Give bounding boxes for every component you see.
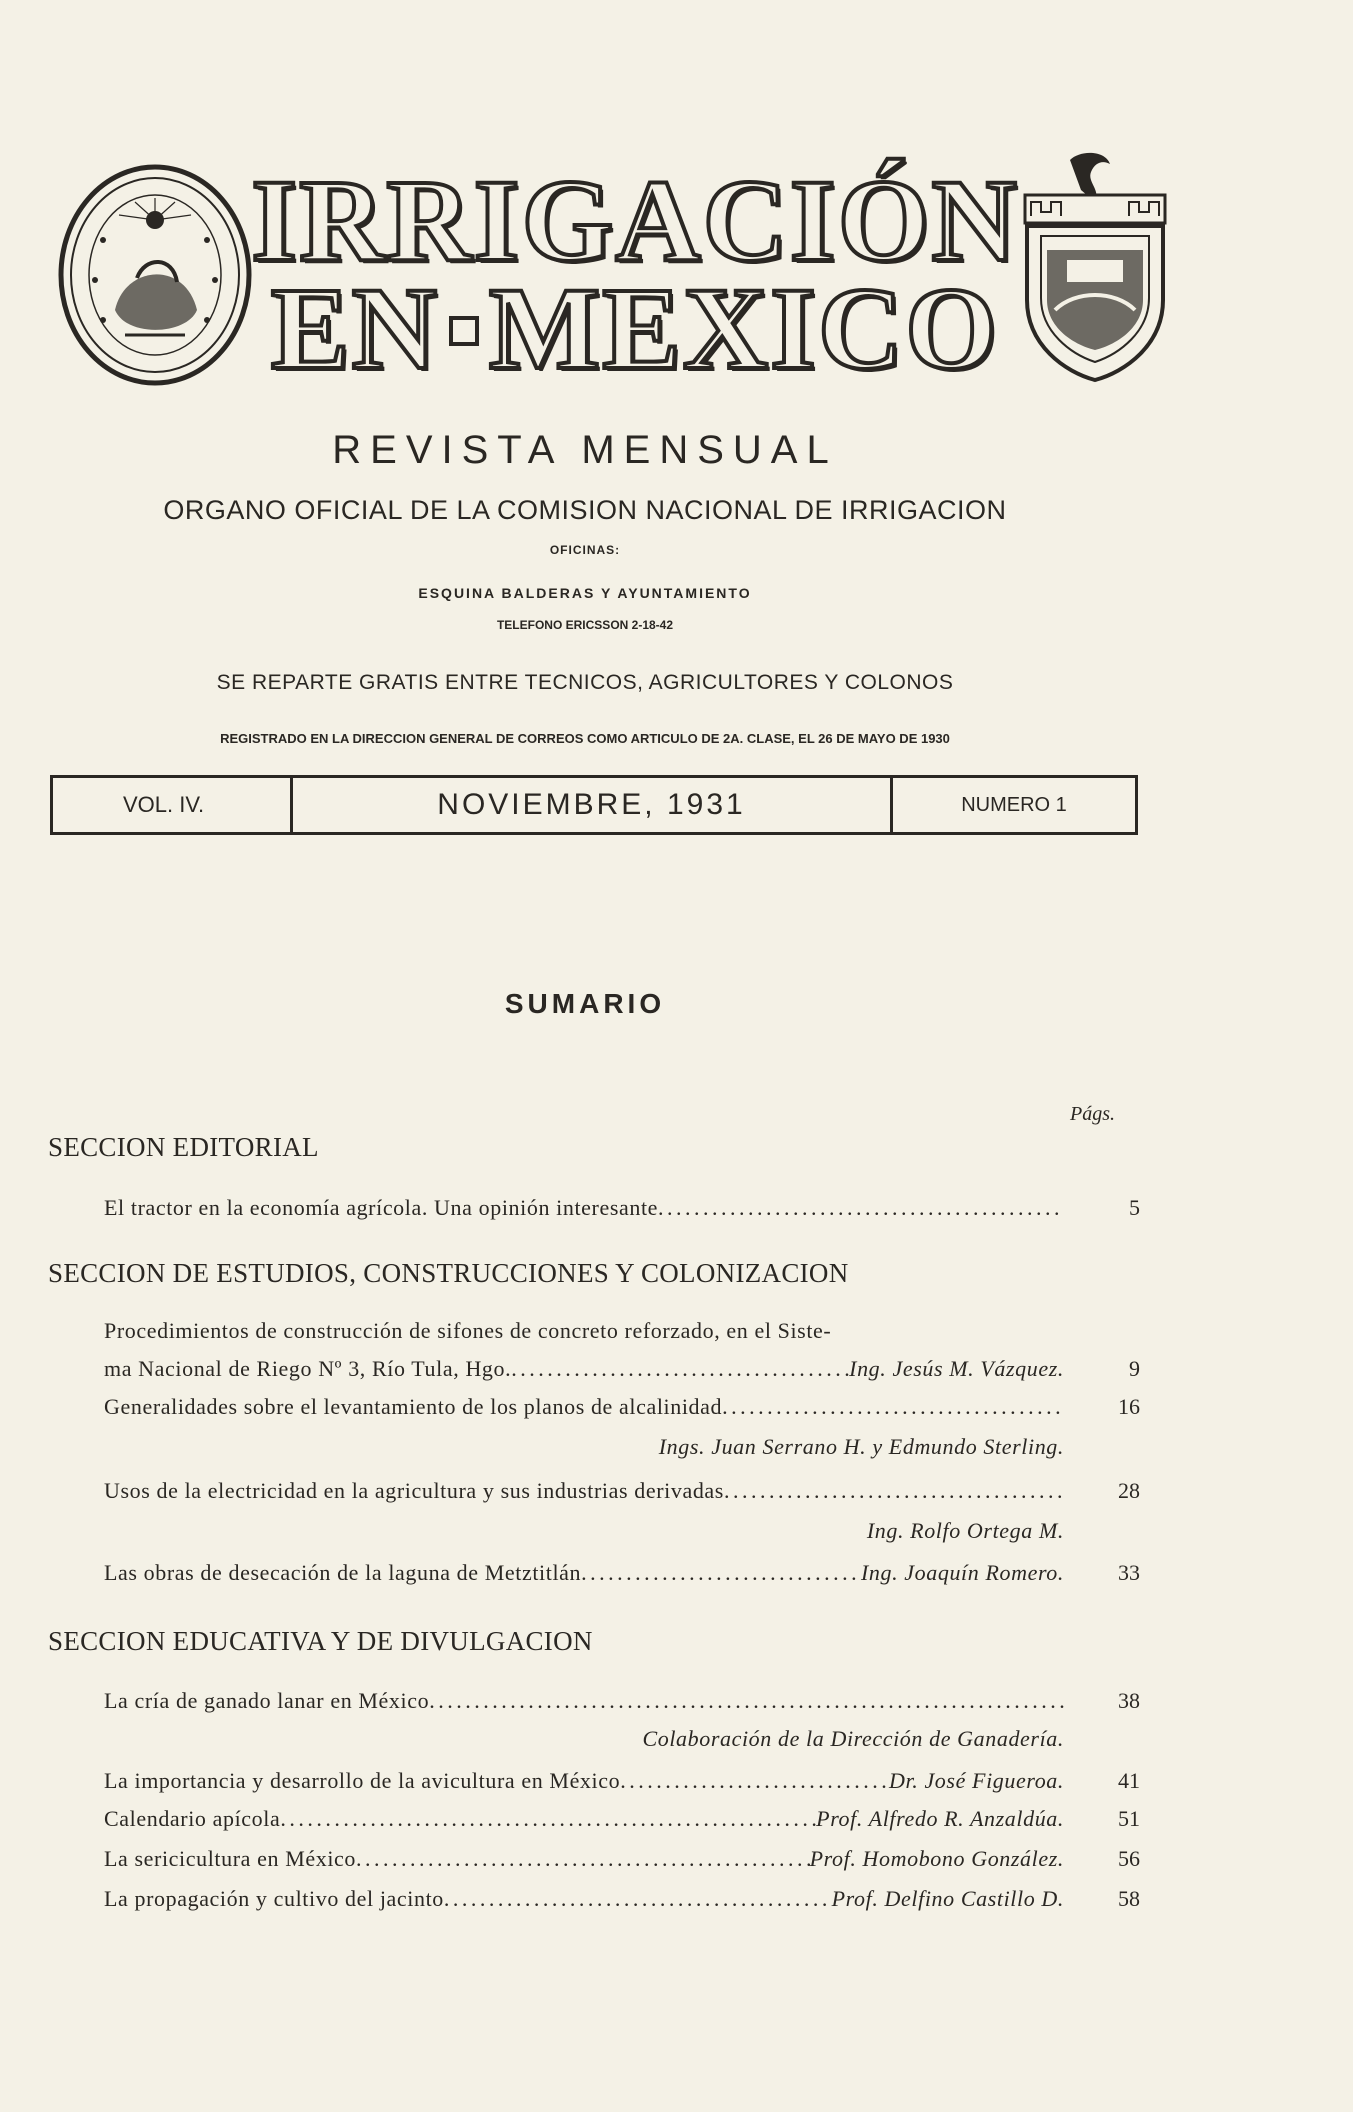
leader-dots [356, 1846, 810, 1872]
toc-entry-author: Ing. Joaquín Romero. [860, 1560, 1064, 1585]
leader-dots [724, 1478, 1064, 1504]
registration-note: REGISTRADO EN LA DIRECCION GENERAL DE CORREOS COMO ARTICULO DE 2A. CLASE, EL 26 DE MAYO DE 1930 [220, 731, 950, 746]
section-title: SECCION EDUCATIVA Y DE DIVULGACION [48, 1626, 593, 1656]
telephone: TELEFONO ERICSSON 2-18-42 [496, 618, 674, 632]
toc-entry-title: ma Nacional de Riego Nº 3, Río Tula, Hgo. [104, 1356, 512, 1381]
toc-entry-title: La importancia y desarrollo de la avicultura en México [104, 1768, 621, 1793]
toc-entry[interactable] [104, 1768, 1064, 1794]
toc-entry[interactable] [104, 1806, 1064, 1832]
toc-entry-title: El tractor en la economía agrícola. Una opinión interesante [104, 1195, 659, 1220]
distribution-note: SE REPARTE GRATIS ENTRE TECNICOS, AGRICULTORES Y COLONOS [216, 671, 954, 694]
toc-page-number: 41 [1118, 1768, 1140, 1793]
toc-entry[interactable] [104, 1356, 1064, 1382]
leader-dots [722, 1394, 1064, 1420]
toc-entry-author: Prof. Homobono González. [809, 1846, 1064, 1871]
section-title: SECCION EDITORIAL [48, 1132, 319, 1162]
toc-entry-title: Generalidades sobre el levantamiento de los planos de alcalinidad [104, 1394, 723, 1419]
national-seal-icon [55, 160, 255, 390]
subtitle-revista: REVISTA MENSUAL [332, 428, 838, 472]
separator-square-icon [449, 316, 479, 346]
leader-dots [658, 1195, 1064, 1221]
issue-bar [50, 775, 1138, 835]
toc-entry[interactable] [104, 1394, 1064, 1420]
toc-entry-author: Prof. Delfino Castillo D. [831, 1886, 1064, 1911]
offices-label: OFICINAS: [549, 543, 621, 557]
toc-entry-author: Dr. José Figueroa. [889, 1768, 1064, 1793]
toc-entry-title: Las obras de desecación de la laguna de Metztitlán [104, 1560, 582, 1585]
masthead-title-mexico: MEXICO [488, 263, 1000, 394]
leader-dots [429, 1688, 1064, 1714]
toc-entry[interactable] [104, 1560, 1064, 1586]
toc-entry-author: Ing. Rolfo Ortega M. [866, 1518, 1064, 1543]
toc-entry-author: Ing. Jesús M. Vázquez. [849, 1356, 1064, 1381]
issue-number: NUMERO 1 [961, 793, 1067, 816]
masthead [55, 150, 1135, 400]
masthead-title [251, 155, 1019, 394]
toc-entry-title: Usos de la electricidad en la agricultura y sus industrias derivadas [104, 1478, 724, 1503]
leader-dots [511, 1356, 849, 1382]
toc-entry-author: Ings. Juan Serrano H. y Edmundo Sterling. [658, 1434, 1064, 1459]
toc-entry[interactable] [104, 1688, 1064, 1714]
toc-page-number: 5 [1129, 1195, 1140, 1220]
toc-entry-title: La propagación y cultivo del jacinto [104, 1886, 444, 1911]
toc-page-number: 51 [1118, 1806, 1140, 1831]
toc-entry-author: Prof. Alfredo R. Anzaldúa. [816, 1806, 1064, 1831]
masthead-title-line-2 [270, 263, 1000, 394]
commission-shield-icon [1015, 150, 1175, 385]
masthead-title-line-1: IRRIGACIÓN [251, 155, 1019, 286]
toc-entry-line: Procedimientos de construcción de sifones de concreto reforzado, en el Siste- [104, 1318, 832, 1343]
leader-dots [581, 1560, 861, 1586]
toc-page-number: 38 [1118, 1688, 1140, 1713]
section-title: SECCION DE ESTUDIOS, CONSTRUCCIONES Y COLONIZACION [48, 1258, 849, 1288]
masthead-title-en: EN [270, 263, 439, 394]
offices-address: ESQUINA BALDERAS Y AYUNTAMIENTO [418, 585, 752, 601]
pages-column-label: Págs. [1070, 1103, 1115, 1125]
toc-entry-title: La cría de ganado lanar en México [104, 1688, 430, 1713]
toc-entry-title: La sericicultura en México [104, 1846, 356, 1871]
toc-page-number: 56 [1118, 1846, 1140, 1871]
leader-dots [620, 1768, 889, 1794]
contents-heading: SUMARIO [504, 988, 666, 1019]
toc-page-number: 16 [1118, 1394, 1140, 1419]
toc-entry[interactable] [104, 1886, 1064, 1912]
leader-dots [280, 1806, 816, 1832]
toc-entry-author: Colaboración de la Dirección de Ganadería. [642, 1726, 1064, 1751]
volume-label: VOL. IV. [53, 778, 293, 832]
toc-entry[interactable] [104, 1846, 1064, 1872]
toc-entry[interactable] [104, 1195, 1064, 1221]
leader-dots [444, 1886, 832, 1912]
toc-page-number: 58 [1118, 1886, 1140, 1911]
toc-entry[interactable] [104, 1478, 1064, 1504]
toc-entry-title: Calendario apícola [104, 1806, 281, 1831]
toc-page-number: 9 [1129, 1356, 1140, 1381]
toc-page-number: 28 [1118, 1478, 1140, 1503]
subtitle-organo: ORGANO OFICIAL DE LA COMISION NACIONAL DE IRRIGACION [163, 495, 1007, 525]
issue-date: NOVIEMBRE, 1931 [293, 778, 893, 832]
toc-page-number: 33 [1118, 1560, 1140, 1585]
